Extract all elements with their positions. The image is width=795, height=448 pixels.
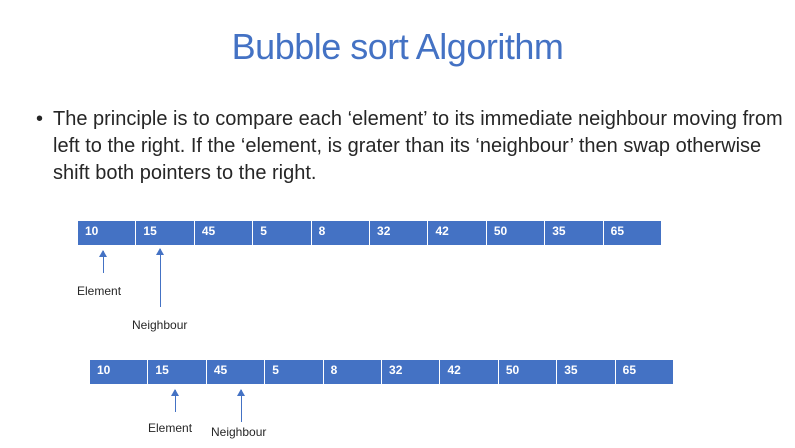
bullet-text: The principle is to compare each ‘element’ to its immediate neighbour moving from left to the right. If the ‘element, is grater than its ‘neighbour’ then swap otherwise shift both pointers to the right. — [53, 108, 783, 184]
array-row-1 — [78, 221, 661, 245]
array-cell: 42 — [440, 360, 498, 384]
neighbour-label: Neighbour — [211, 425, 267, 439]
array-cell: 45 — [195, 221, 253, 245]
element-pointer-arrow-icon — [175, 390, 176, 412]
array-cell: 35 — [545, 221, 603, 245]
array-cell: 35 — [557, 360, 615, 384]
neighbour-pointer-arrow-icon — [160, 249, 161, 307]
array-cell: 15 — [136, 221, 194, 245]
array-cell: 15 — [148, 360, 206, 384]
array-cell: 8 — [312, 221, 370, 245]
neighbour-label: Neighbour — [132, 318, 188, 332]
array-cell: 5 — [253, 221, 311, 245]
neighbour-pointer-arrow-icon — [241, 390, 242, 422]
element-label: Element — [77, 284, 122, 298]
array-cell: 5 — [265, 360, 323, 384]
array-cell: 42 — [428, 221, 486, 245]
element-label: Element — [148, 421, 193, 435]
array-cell: 32 — [382, 360, 440, 384]
array-cell: 8 — [324, 360, 382, 384]
array-cell: 65 — [622, 363, 637, 377]
bullet-marker: • — [36, 108, 44, 130]
array-cell: 65 — [610, 224, 625, 238]
array-cell: 45 — [207, 360, 265, 384]
array-cell: 10 — [90, 360, 148, 384]
array-cell: 10 — [78, 221, 136, 245]
array-cell: 32 — [370, 221, 428, 245]
element-pointer-arrow-icon — [103, 251, 104, 273]
array-cell: 50 — [499, 360, 557, 384]
slide-title: Bubble sort Algorithm — [231, 26, 564, 67]
array-row-2 — [90, 360, 673, 384]
array-cell: 50 — [487, 221, 545, 245]
